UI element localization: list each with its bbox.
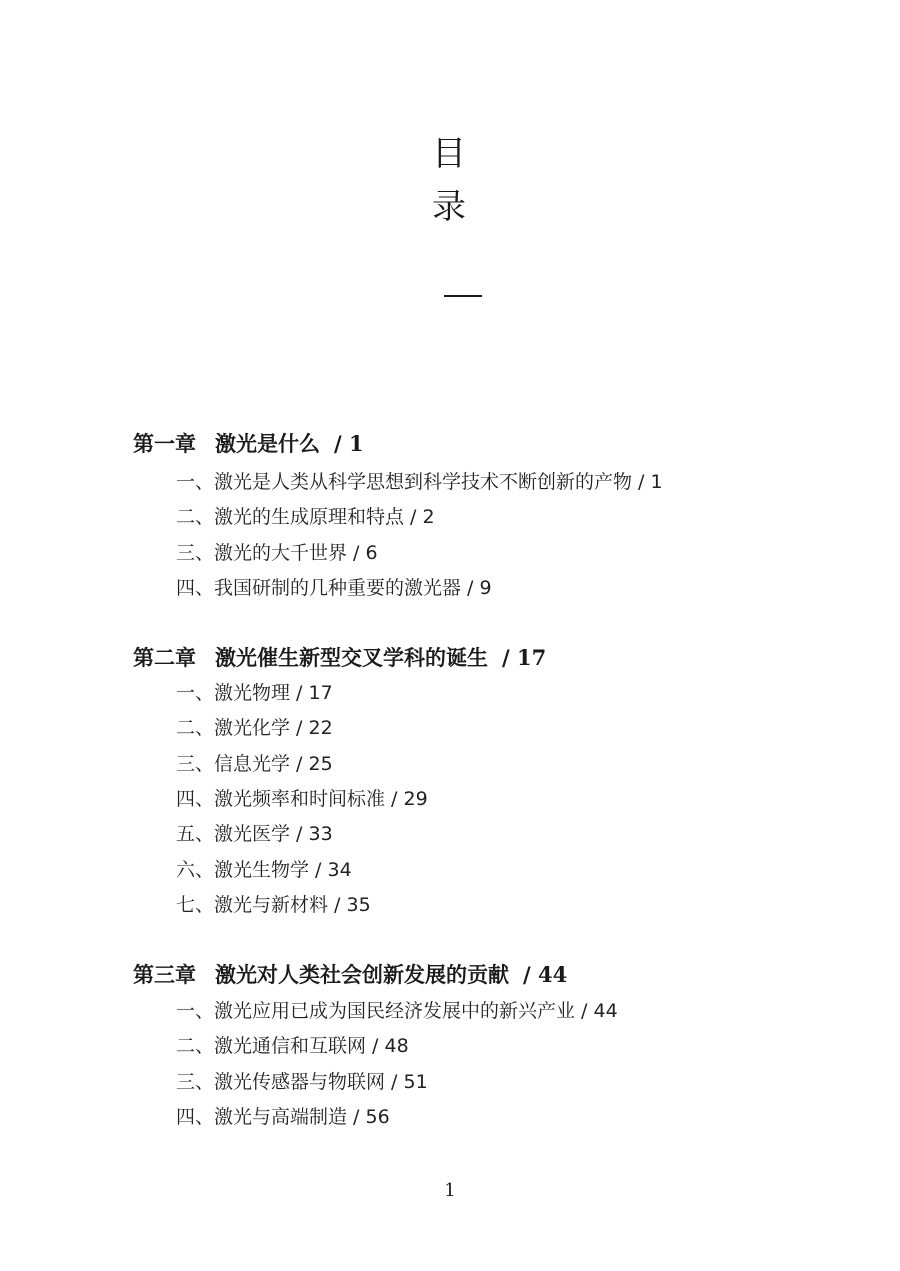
- toc-entry[interactable]: 四、激光频率和时间标准 / 29: [176, 788, 428, 810]
- chapter-page: / 17: [502, 645, 547, 670]
- chapter-page: / 44: [523, 962, 568, 987]
- toc-entry[interactable]: 三、激光传感器与物联网 / 51: [176, 1071, 428, 1093]
- toc-entry[interactable]: 一、激光物理 / 17: [176, 682, 333, 704]
- page-number: 1: [444, 1180, 456, 1201]
- chapter-number: 第一章: [133, 431, 196, 456]
- chapter-title: 激光是什么: [215, 431, 320, 456]
- chapter-number: 第三章: [133, 962, 196, 987]
- toc-entry[interactable]: 五、激光医学 / 33: [176, 823, 333, 845]
- toc-entry[interactable]: 七、激光与新材料 / 35: [176, 894, 371, 916]
- chapter-number: 第二章: [133, 645, 196, 670]
- toc-entry[interactable]: 三、激光的大千世界 / 6: [176, 542, 378, 564]
- toc-entry[interactable]: 三、信息光学 / 25: [176, 753, 333, 775]
- title-rule: [444, 295, 482, 297]
- toc-entry[interactable]: 一、激光应用已成为国民经济发展中的新兴产业 / 44: [176, 1000, 618, 1022]
- toc-entry[interactable]: 二、激光化学 / 22: [176, 717, 333, 739]
- chapter-title: 激光催生新型交叉学科的诞生: [215, 645, 488, 670]
- chapter-2-heading[interactable]: [133, 645, 546, 671]
- toc-entry[interactable]: 四、激光与高端制造 / 56: [176, 1106, 390, 1128]
- toc-entry[interactable]: 一、激光是人类从科学思想到科学技术不断创新的产物 / 1: [176, 471, 663, 493]
- toc-entry[interactable]: 二、激光的生成原理和特点 / 2: [176, 506, 435, 528]
- page-title-line-2: 录: [432, 187, 468, 227]
- page-title-line-1: 目: [432, 134, 468, 174]
- toc-entry[interactable]: 二、激光通信和互联网 / 48: [176, 1035, 409, 1057]
- toc-entry[interactable]: 四、我国研制的几种重要的激光器 / 9: [176, 577, 492, 599]
- chapter-3-heading[interactable]: [133, 962, 567, 988]
- chapter-1-heading[interactable]: [133, 431, 364, 457]
- chapter-title: 激光对人类社会创新发展的贡献: [215, 962, 509, 987]
- chapter-page: / 1: [334, 431, 364, 456]
- toc-entry[interactable]: 六、激光生物学 / 34: [176, 859, 352, 881]
